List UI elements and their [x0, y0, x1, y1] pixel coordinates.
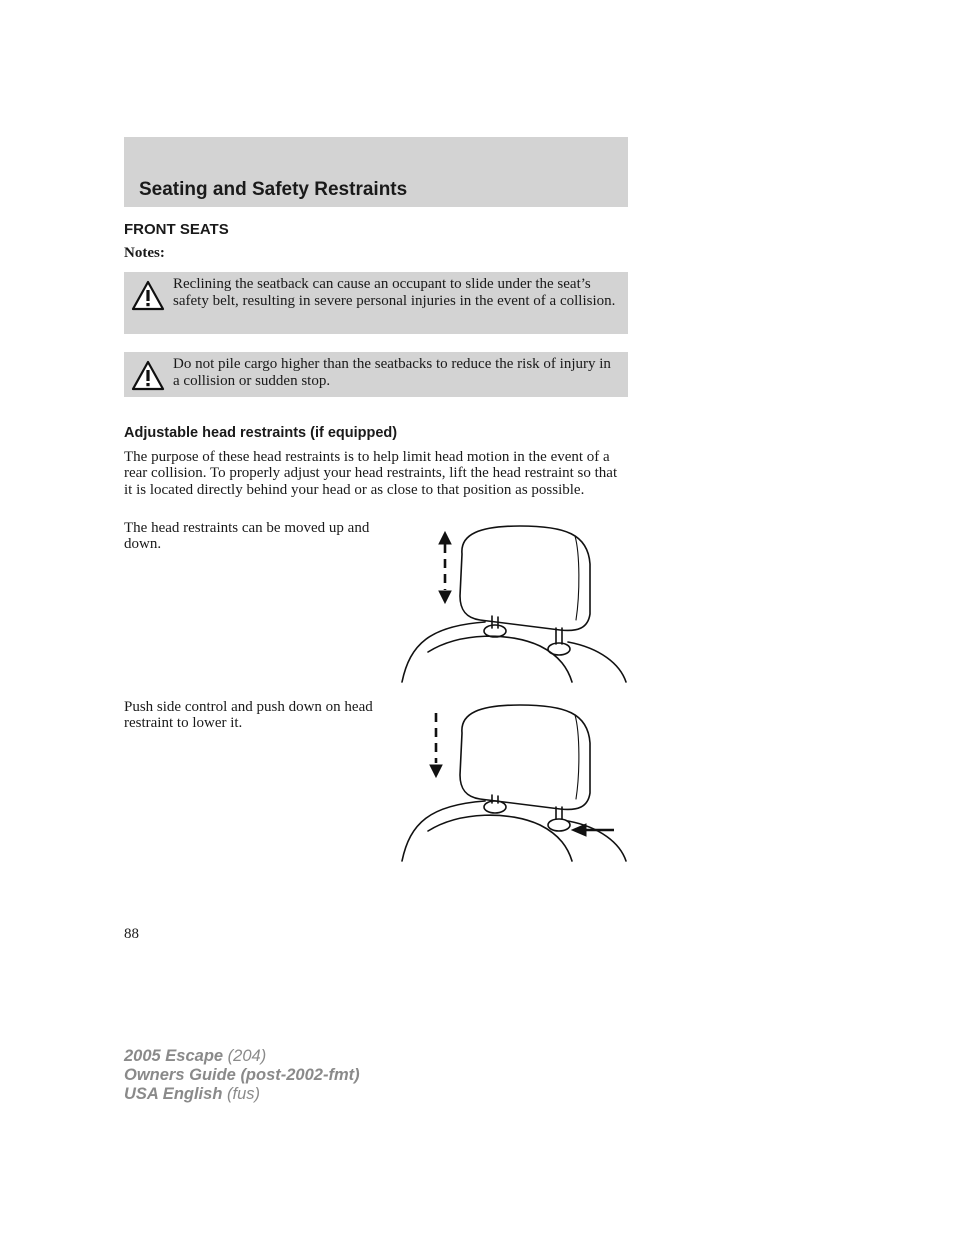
figure-caption-1: The head restraints can be moved up and down. [124, 520, 370, 553]
head-restraint-up-down-illustration [400, 524, 630, 684]
warning-text: Do not pile cargo higher than the seatbacks to reduce the risk of injury in a collision or sudden stop. [173, 356, 611, 389]
section-header-band [124, 137, 628, 207]
notes-label: Notes: [124, 245, 165, 261]
warning-triangle-icon [131, 279, 165, 313]
section-title: FRONT SEATS [124, 221, 229, 238]
warning-box-recline [124, 272, 628, 334]
page-number: 88 [124, 926, 139, 942]
footer-line-2 [124, 1066, 360, 1085]
figure-caption-2: Push side control and push down on head restraint to lower it. [124, 699, 373, 732]
body-paragraph: The purpose of these head restraints is to help limit head motion in the event of a rear collision. To properly adjust your head restraints, lift the head restraint so that it is located directly behind your head or as close to that position as possible. [124, 449, 618, 498]
footer-guide: Owners Guide (post-2002-fmt) [124, 1066, 360, 1084]
document-footer [124, 1047, 360, 1104]
page-title: Seating and Safety Restraints [139, 179, 408, 200]
footer-line-1 [124, 1047, 360, 1066]
subsection-title: Adjustable head restraints (if equipped) [124, 425, 398, 441]
footer-model-code: (204) [223, 1047, 267, 1065]
footer-language: USA English [124, 1085, 223, 1103]
warning-triangle-icon [131, 359, 165, 393]
footer-line-3 [124, 1085, 360, 1104]
footer-language-code: (fus) [222, 1085, 260, 1103]
warning-box-cargo [124, 352, 628, 397]
head-restraint-lower-illustration [400, 703, 630, 863]
warning-text: Reclining the seatback can cause an occupant to slide under the seat’s safety belt, resulting in severe personal injuries in the event of a collision. [173, 276, 616, 309]
footer-model: 2005 Escape [124, 1047, 224, 1065]
